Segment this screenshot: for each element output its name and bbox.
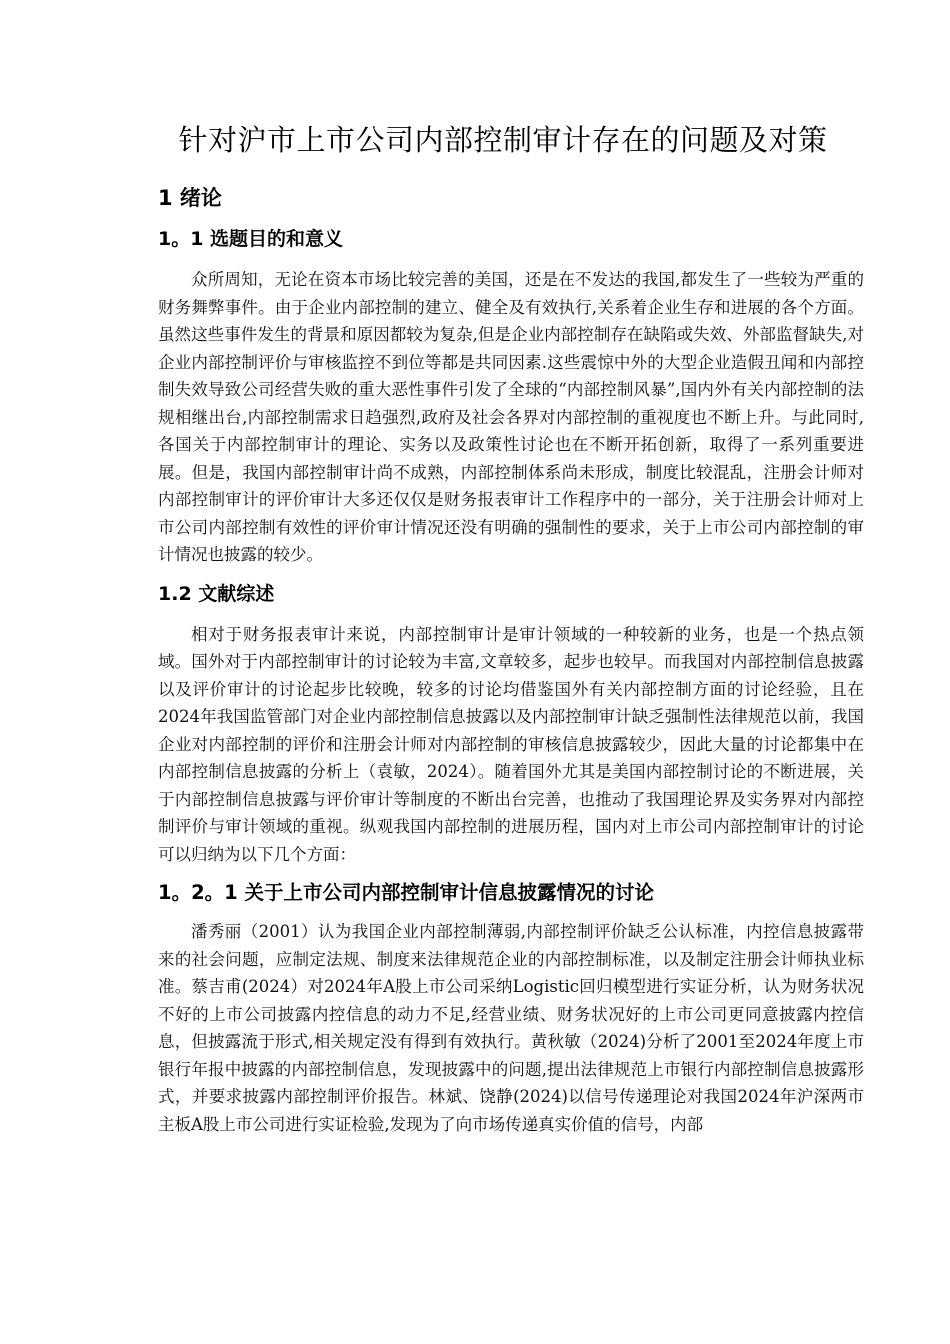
section-heading-introduction: 1 绪论 xyxy=(158,186,222,210)
section-heading-purpose: 1。1 选题目的和意义 xyxy=(158,228,344,250)
document-title: 针对沪市上市公司内部控制审计存在的问题及对策 xyxy=(178,123,828,157)
paragraph-literature-review: 相对于财务报表审计来说，内部控制审计是审计领域的一种较新的业务，也是一个热点领域。国外对于内部控制审计的讨论较为丰富,文章较多，起步也较早。而我国对内部控制信息披露以及评价审计的讨论起步比较晚，较多的讨论均借鉴国外有关内部控制方面的讨论经验，且在2024年我国监管部门对企业内部控制信息披露以及内部控制审计缺乏强制性法律规范以前，我国企业对内部控制的评价和注册会计师对内部控制的审核信息披露较少，因此大量的讨论都集中在内部控制信息披露的分析上（袁敏，2024）。随着国外尤其是美国内部控制讨论的不断进展，关于内部控制信息披露与评价审计等制度的不断出台完善，也推动了我国理论界及实务界对内部控制评价与审计领域的重视。纵观我国内部控制的进展历程，国内对上市公司内部控制审计的讨论可以归纳为以下几个方面： xyxy=(158,624,864,864)
document-page xyxy=(158,120,864,1148)
section-heading-disclosure-discussion: 1。2。1 关于上市公司内部控制审计信息披露情况的讨论 xyxy=(158,881,654,904)
section-heading-literature-review: 1.2 文献综述 xyxy=(158,582,275,605)
paragraph-purpose: 众所周知，无论在资本市场比较完善的美国，还是在不发达的我国,都发生了一些较为严重的财务舞弊事件。由于企业内部控制的建立、健全及有效执行,关系着企业生存和进展的各个方面。虽然这些事件发生的背景和原因都较为复杂,但是企业内部控制存在缺陷或失效、外部监督缺失,对企业内部控制评价与审核监控不到位等都是共同因素.这些震惊中外的大型企业造假丑闻和内部控制失效导致公司经营失败的重大恶性事件引发了全球的“内部控制风暴”,国内外有关内部控制的法规相继出台,内部控制需求日趋强烈,政府及社会各界对内部控制的重视度也不断上升。与此同时,各国关于内部控制审计的理论、实务以及政策性讨论也在不断开拓创新，取得了一系列重要进展。但是，我国内部控制审计尚不成熟，内部控制体系尚未形成，制度比较混乱，注册会计师对内部控制审计的评价审计大多还仅仅是财务报表审计工作程序中的一部分，关于注册会计师对上市公司内部控制有效性的评价审计情况还没有明确的强制性的要求，关于上市公司内部控制的审计情况也披露的较少。 xyxy=(158,270,864,564)
paragraph-disclosure-discussion: 潘秀丽（2001）认为我国企业内部控制薄弱,内部控制评价缺乏公认标准，内控信息披露带来的社会问题，应制定法规、制度来法律规范企业的内部控制标准，以及制定注册会计师执业标准。蔡吉甫(2024）对2024年A股上市公司采纳Logistic回归模型进行实证分析，认为财务状况不好的上市公司披露内控信息的动力不足,经营业绩、财务状况好的上市公司更同意披露内控信息，但披露流于形式,相关规定没有得到有效执行。黄秋敏（2024)分析了2001至2024年度上市银行年报中披露的内部控制信息，发现披露中的问题,提出法律规范上市银行内部控制信息披露形式，并要求披露内部控制评价报告。林斌、饶静(2024)以信号传递理论对我国2024年沪深两市主板A股上市公司进行实证检验,发现为了向市场传递真实价值的信号，内部 xyxy=(158,922,864,1134)
